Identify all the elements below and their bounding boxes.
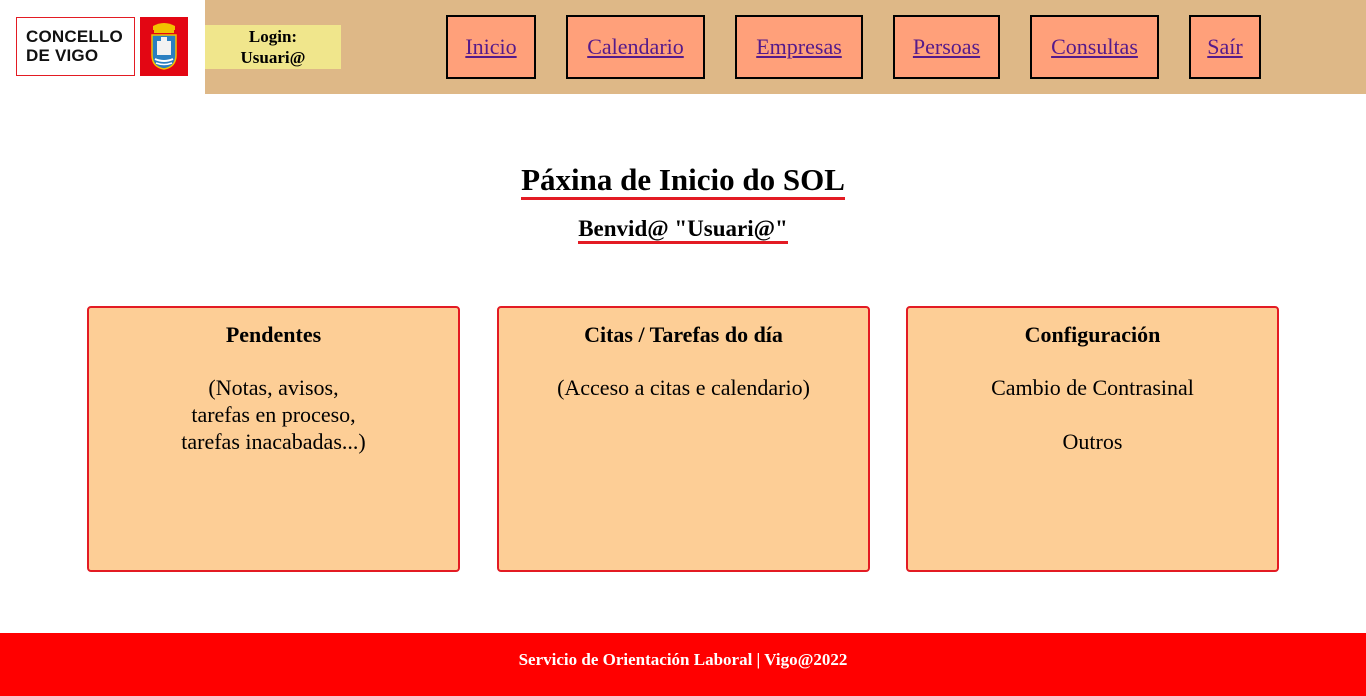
other-settings-link[interactable]: Outros (1062, 429, 1123, 454)
card-citas-body (499, 374, 868, 401)
card-pendentes[interactable] (87, 306, 460, 572)
footer (0, 633, 1366, 696)
card-pendentes-line-1: (Notas, avisos, (208, 375, 339, 400)
change-password-link[interactable]: Cambio de Contrasinal (991, 375, 1194, 400)
card-configuracion-title: Configuración (1024, 322, 1161, 347)
card-pendentes-title: Pendentes (225, 322, 322, 347)
page-title-text: Páxina de Inicio do SOL (521, 162, 845, 200)
logo-area (0, 0, 205, 94)
card-configuracion[interactable] (906, 306, 1279, 572)
nav-inicio-link[interactable]: Inicio (446, 15, 536, 79)
logo-line-2: DE VIGO (26, 46, 99, 65)
welcome-message (0, 216, 1366, 242)
nav-calendario-link[interactable]: Calendario (566, 15, 705, 79)
card-citas-title: Citas / Tarefas do día (584, 322, 783, 347)
card-citas-line-1: (Acceso a citas e calendario) (557, 375, 810, 400)
card-citas-tarefas[interactable] (497, 306, 870, 572)
nav-consultas-link[interactable]: Consultas (1030, 15, 1159, 79)
coat-of-arms-icon (140, 17, 188, 76)
nav-persoas-link[interactable]: Persoas (893, 15, 1000, 79)
footer-text: Servicio de Orientación Laboral | Vigo@2022 (518, 650, 848, 669)
nav-empresas-link[interactable]: Empresas (735, 15, 863, 79)
login-user: Usuari@ (240, 48, 306, 67)
card-configuracion-body (908, 374, 1277, 455)
header-bar (0, 0, 1366, 94)
nav-sair-link[interactable]: Saír (1189, 15, 1261, 79)
welcome-message-text: Benvid@ "Usuari@" (578, 216, 788, 244)
login-status (205, 25, 341, 69)
login-label: Login: (248, 27, 298, 46)
card-pendentes-body (89, 374, 458, 455)
card-pendentes-line-2: tarefas en proceso, (191, 402, 356, 427)
page-title (0, 162, 1366, 198)
concello-logo[interactable] (16, 17, 135, 76)
logo-line-1: CONCELLO (26, 27, 123, 46)
card-pendentes-line-3: tarefas inacabadas...) (181, 429, 366, 454)
